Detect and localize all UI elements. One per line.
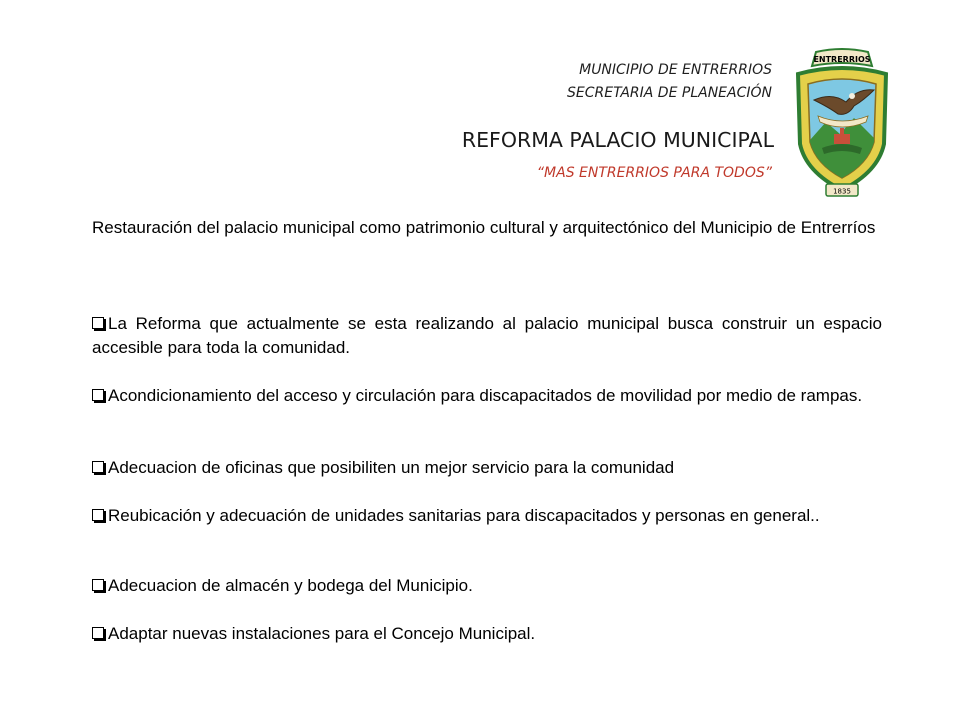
checkbox-bullet-icon	[92, 509, 104, 521]
intro-paragraph: Restauración del palacio municipal como patrimonio cultural y arquitectónico del Municipio de Entrerríos	[92, 218, 876, 237]
crest-emblem	[786, 44, 898, 204]
checkbox-bullet-icon	[92, 389, 104, 401]
page-title: REFORMA PALACIO MUNICIPAL	[461, 128, 774, 152]
header-department: SECRETARIA DE PLANEACIÓN	[567, 85, 772, 101]
list-item: Reubicación y adecuación de unidades sanitarias para discapacitados y personas en general..	[92, 504, 882, 528]
slogan: “MAS ENTRERRIOS PARA TODOS”	[536, 165, 772, 181]
crest-banner-text: ENTRERRIOS	[813, 55, 871, 64]
list-item: Adecuacion de almacén y bodega del Municipio.	[92, 574, 882, 598]
checkbox-bullet-icon	[92, 627, 104, 639]
checkbox-bullet-icon	[92, 317, 104, 329]
list-item: Acondicionamiento del acceso y circulación para discapacitados de movilidad por medio de rampas.	[92, 384, 882, 408]
list-item: La Reforma que actualmente se esta realizando al palacio municipal busca construir un espacio accesible para toda la comunidad.	[92, 314, 882, 357]
list-item: Adaptar nuevas instalaciones para el Concejo Municipal.	[92, 622, 882, 646]
crest-year-text: 1835	[833, 187, 851, 196]
municipal-crest	[786, 44, 898, 204]
checkbox-bullet-icon	[92, 461, 104, 473]
list-item: Adecuacion de oficinas que posibiliten un mejor servicio para la comunidad	[92, 456, 882, 480]
header-municipality: MUNICIPIO DE ENTRERRIOS	[579, 62, 772, 78]
checkbox-bullet-icon	[92, 579, 104, 591]
